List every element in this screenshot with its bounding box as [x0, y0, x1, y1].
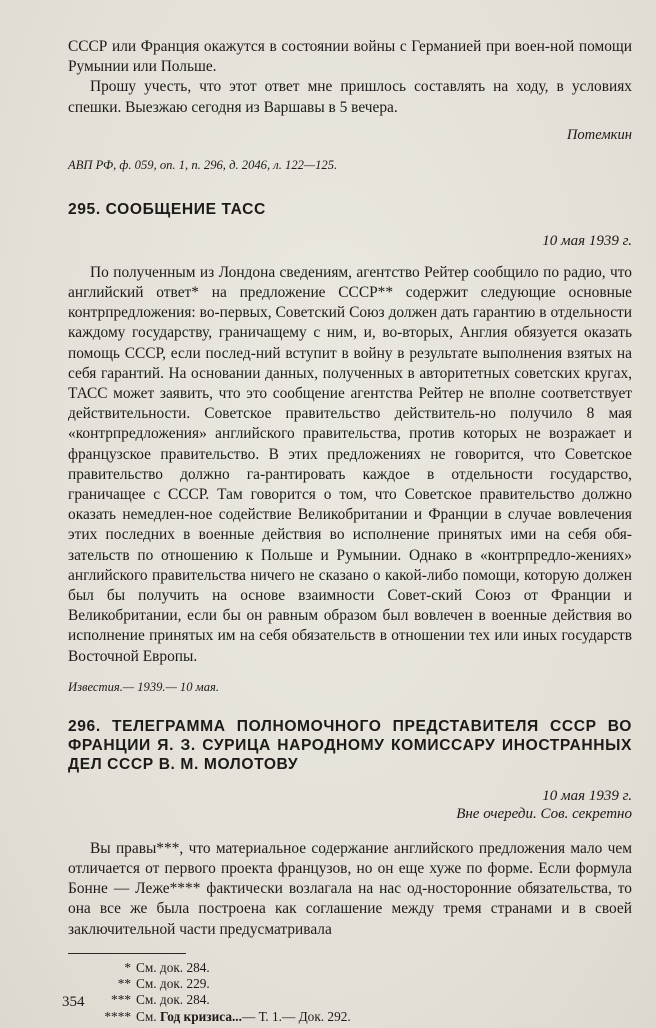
text-column	[68, 37, 632, 1025]
archive-source: АВП РФ, ф. 059, оп. 1, п. 296, д. 2046, л. 122—125.	[68, 157, 338, 172]
doc-295-title: 295. СООБЩЕНИЕ ТАСС	[68, 200, 266, 218]
doc-296-meta	[68, 787, 632, 824]
footnote-item: ** См. док. 229.	[117, 976, 210, 992]
doc-295-body: По полученным из Лондона сведениям, агентство Рейтер сообщило по радио, что английский ответ* на предложение СССР** содержит следующие основные контрпредложения: во-первых, Советский Союз должен дать гарантию в отдельности каждому государству, граничащему с ним, и, во-вторых, Англия обязуется оказать помощь СССР, если послед-ний вступит в войну в результате выполнения взятых на себя гарантий. На основании данных, полученных в авторитетных советских кругах, ТАСС может заявить, что это сообщение агентства Рейтер не вполне соответствует действительности. Советское правительство действитель-но получило 8 мая «контрпредложения» английского правительства, против которых не возражает и французское правительство. В этих предложениях не говорится, что Советское правительство должно га-рантировать каждое в отдельности государство, граничащее с СССР. Там говорится о том, что Советское правительство должно оказать немедлен-ное содействие Великобритании и Франции в случае вовлечения этих последних в военные действия во исполнение принятых ими на себя обя-зательств по отношению к Польше и Румынии. Однако в «контрпредло-жениях» английского правительства ничего не сказано о какой-либо помощи, которую должен был бы получить на основе взаимности Совет-ский Союз от Франции и Великобритании, если бы он равным образом был вовлечен в военные действия во исполнение принятых им на себя обязательств в отношении тех или иных государств Восточной Европы.	[68, 263, 632, 665]
doc-295-source: Известия.— 1939.— 10 мая.	[68, 679, 219, 694]
doc-296-body: Вы правы***, что материальное содержание английского предложения мало чем отличается от первого проекта французов, но он еще хуже по форме. Если формула Бонне — Леже**** фактически возлагала на нас од-носторонние обязательства, то она все же была построена как соглашение между тремя странами и в своей заключительной части предусматривала	[68, 839, 632, 938]
footnotes	[68, 960, 632, 1025]
footnote-item: * См. док. 284.	[124, 959, 210, 975]
paragraph-note: Прошу учесть, что этот ответ мне пришлось составлять на ходу, в условиях спешки. Выезжаю сегодня из Варшавы в 5 вечера.	[68, 78, 632, 116]
footnote-divider	[68, 953, 186, 954]
footnote-item: *** См. док. 284.	[111, 992, 210, 1008]
paragraph-continuation: СССР или Франция окажутся в состоянии войны с Германией при воен-ной помощи Румынии или Польше.	[68, 38, 632, 76]
doc-296-classification: Вне очереди. Сов. секретно	[456, 806, 632, 823]
signature: Потемкин	[566, 126, 632, 143]
doc-295-date: 10 мая 1939 г.	[542, 232, 632, 249]
doc-296-date: 10 мая 1939 г.	[542, 787, 632, 804]
doc-296-title: 296. ТЕЛЕГРАММА ПОЛНОМОЧНОГО ПРЕДСТАВИТЕЛЯ СССР ВО ФРАНЦИИ Я. З. СУРИЦА НАРОДНОМУ КОМИССАРУ ИНОСТРАННЫХ ДЕЛ СССР В. М. МОЛОТОВУ	[68, 717, 632, 773]
footnote-item: **** См. Год кризиса...— Т. 1.— Док. 292.	[104, 1008, 351, 1024]
page-number: 354	[62, 994, 85, 1010]
